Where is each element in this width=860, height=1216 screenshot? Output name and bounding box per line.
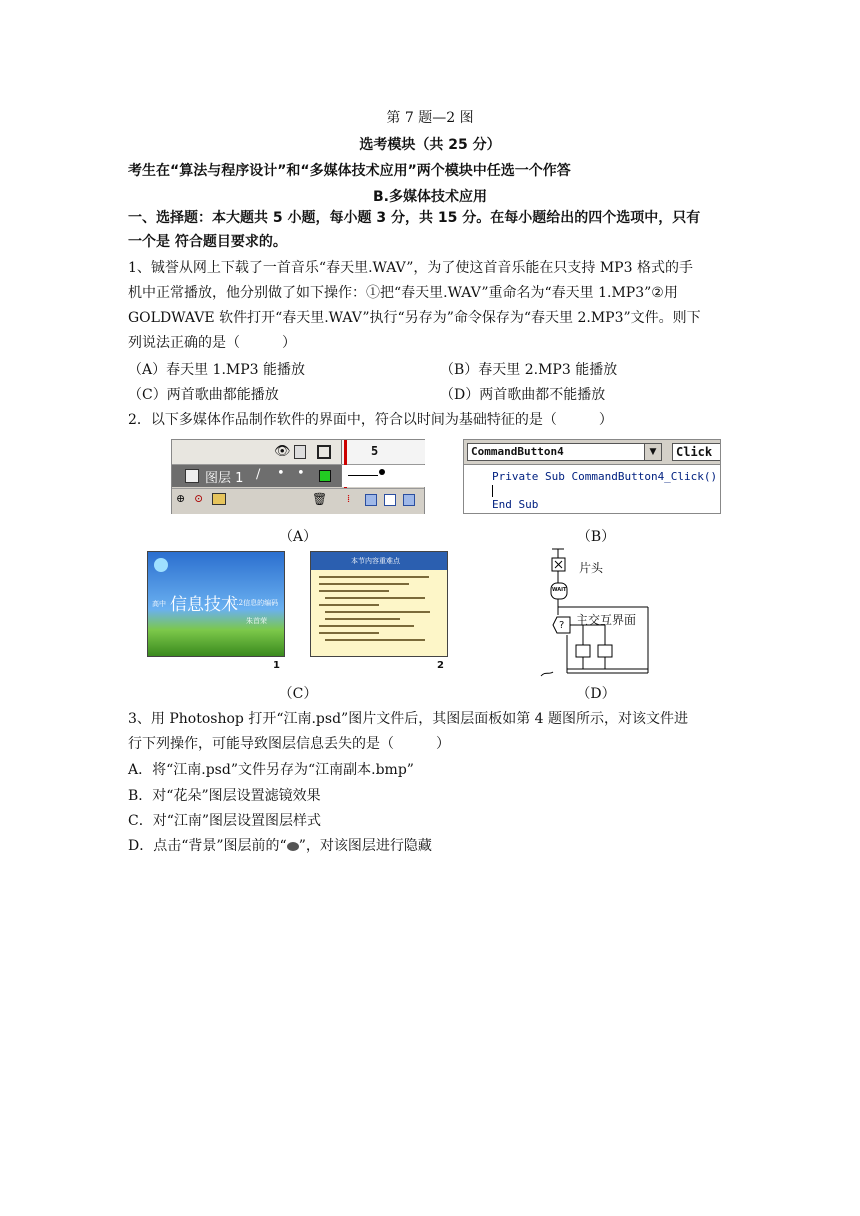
- eye-icon: 👁: [274, 444, 291, 459]
- layer-color-swatch: [319, 470, 331, 482]
- center-frame-icon: ⁞: [347, 492, 351, 505]
- label-head: 片头: [579, 561, 604, 575]
- onion-skin-icon: [365, 494, 377, 506]
- q1-option-a: （A）春天里 1.MP3 能播放: [128, 362, 306, 378]
- q1-line-4: 列说法正确的是（ ）: [128, 335, 296, 351]
- decision-icon: ?: [559, 620, 565, 631]
- slide1-prefix: 高中: [152, 600, 166, 608]
- figure-a-flash-timeline: [171, 439, 425, 514]
- slide2-title: 本节内容重难点: [351, 557, 400, 565]
- object-combo-value: CommandButton4: [471, 445, 564, 458]
- slide-1-number: 1: [273, 660, 280, 671]
- section-title: 选考模块（共 25 分）: [359, 137, 501, 153]
- add-guide-icon: ⊙: [194, 492, 204, 505]
- caption-c: （C）: [278, 686, 318, 702]
- instruction: 考生在“算法与程序设计”和“多媒体技术应用”两个模块中任选一个作答: [128, 163, 571, 179]
- add-folder-icon: [212, 493, 226, 505]
- q1-line-2: 机中正常播放，他分别做了如下操作：①把“春天里.WAV”重命名为“春天里 1.MP3”②用: [128, 285, 678, 301]
- caption-b: （B）: [576, 529, 616, 545]
- caption-d: （D）: [576, 686, 616, 702]
- q3-option-d: [128, 836, 738, 856]
- event-combo-value: Click: [676, 445, 713, 459]
- layer-icon: [185, 469, 199, 483]
- trash-icon: 🗑: [312, 492, 328, 506]
- q3-option-d-post: ”，对该图层进行隐藏: [298, 838, 432, 854]
- q1-option-d: （D）两首歌曲都不能播放: [440, 387, 606, 403]
- add-layer-icon: ⊕: [176, 492, 186, 505]
- lock-icon: [294, 445, 306, 459]
- slide1-title: 信息技术: [170, 595, 238, 615]
- figure-c-slide-1: [147, 551, 285, 657]
- q3-option-b: B．对“花朵”图层设置滤镜效果: [128, 788, 321, 804]
- frame-5-label: 5: [371, 444, 379, 458]
- q1-line-1: 1、铖誉从网上下载了一首音乐“春天里.WAV”，为了使这首音乐能在只支持 MP3 格式的手: [128, 260, 693, 276]
- chevron-down-icon[interactable]: ▼: [644, 443, 662, 461]
- slide1-author: 朱首荣: [246, 617, 267, 625]
- onion-outline-icon: [384, 494, 396, 506]
- q3-line-2: 行下列操作，可能导致图层信息丢失的是（ ）: [128, 736, 450, 752]
- slide-2-number: 2: [437, 660, 444, 671]
- eye-icon: [287, 842, 299, 851]
- tween-arrow: [348, 475, 378, 476]
- layer-name: 图层 1: [205, 471, 244, 486]
- q1-option-b: （B）春天里 2.MP3 能播放: [440, 362, 618, 378]
- label-main: 主交互界面: [576, 613, 637, 627]
- figure-d-flowchart: [535, 545, 655, 677]
- q1-line-3: GOLDWAVE 软件打开“春天里.WAV”执行“另存为”命令保存为“春天里 2.MP3”文件。则下: [128, 310, 701, 326]
- edit-frames-icon: [403, 494, 415, 506]
- slide1-subtitle: 1.2信息的编码: [232, 599, 279, 607]
- pencil-icon: /: [256, 467, 261, 482]
- q1-option-c: （C）两首歌曲都能播放: [128, 387, 279, 403]
- logo-icon: [154, 558, 168, 572]
- figure-c-slide-2: [310, 551, 448, 657]
- code-line-2: End Sub: [492, 498, 539, 511]
- text-cursor: [492, 485, 493, 497]
- part-line-2: 一个是 符合题目要求的。: [128, 234, 287, 250]
- lock-dot: •: [297, 466, 305, 481]
- figure-b-code-editor: [463, 439, 721, 514]
- caption-a: （A）: [278, 529, 318, 545]
- q3-option-c: C．对“江南”图层设置图层样式: [128, 813, 322, 829]
- visibility-dot: •: [277, 466, 285, 481]
- object-combo[interactable]: [467, 443, 650, 461]
- q3-option-d-pre: D．点击“背景”图层前的“: [128, 838, 287, 854]
- part-line-1: 一、选择题：本大题共 5 小题，每小题 3 分，共 15 分。在每小题给出的四个选项中，只有: [128, 210, 701, 226]
- wait-icon: WAIT: [552, 587, 567, 593]
- outline-icon: [317, 445, 331, 459]
- q3-line-1: 3、用 Photoshop 打开“江南.psd”图片文件后，其图层面板如第 4 题图所示，对该文件进: [128, 711, 688, 727]
- keyframe-dot: [379, 469, 385, 475]
- q3-option-a: A．将“江南.psd”文件另存为“江南副本.bmp”: [128, 762, 414, 778]
- figure-caption: 第 7 题—2 图: [386, 110, 474, 126]
- code-line-1: Private Sub CommandButton4_Click(): [492, 470, 718, 483]
- q2-stem: 2．以下多媒体作品制作软件的界面中，符合以时间为基础特征的是（ ）: [128, 412, 613, 428]
- event-combo[interactable]: [672, 443, 721, 461]
- module-title: B.多媒体技术应用: [373, 189, 487, 205]
